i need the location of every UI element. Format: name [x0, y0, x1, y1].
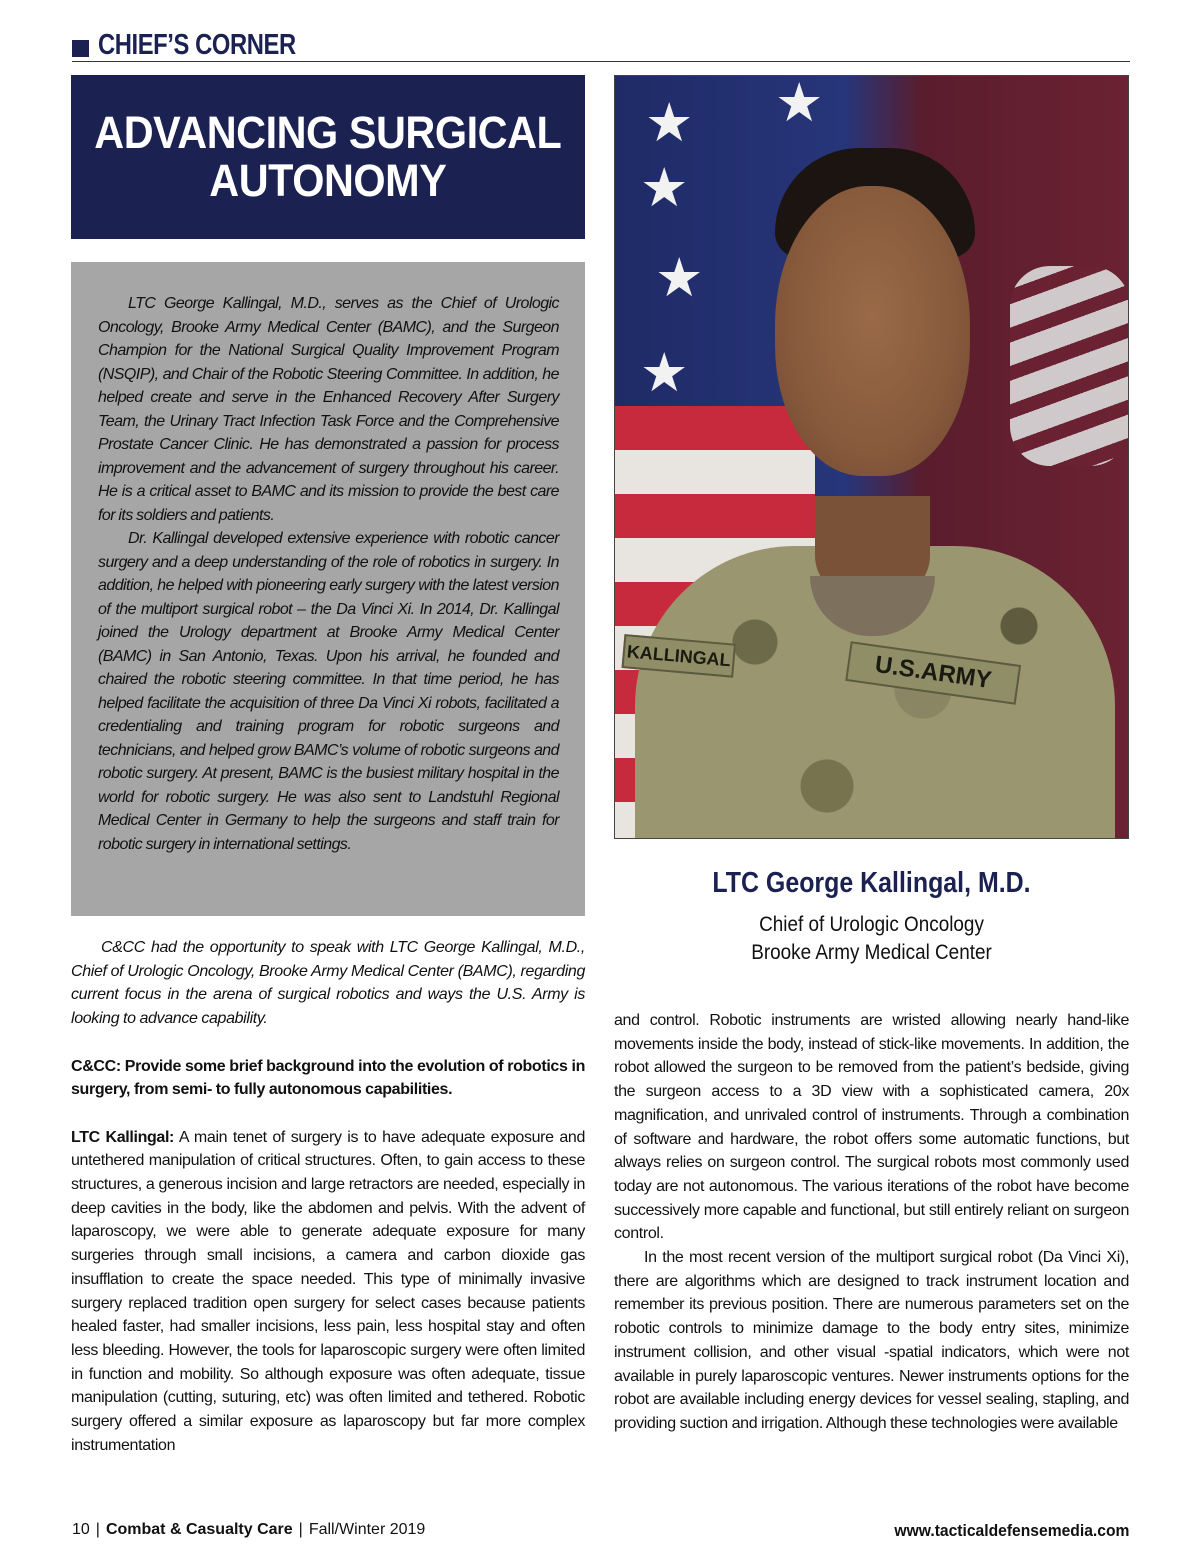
- face: [775, 186, 970, 476]
- magazine-name: Combat & Casualty Care: [105, 1521, 293, 1538]
- footer-separator: |: [298, 1521, 303, 1538]
- star-icon: ★: [640, 158, 689, 218]
- caption-organization: Brooke Army Medical Center: [751, 941, 992, 964]
- name-tape: KALLINGAL: [622, 634, 737, 678]
- left-column: [71, 936, 585, 1457]
- interview-intro: C&CC had the opportunity to speak with LTC George Kallingal, M.D., Chief of Urologic Oncology, Brooke Army Medical Center (BAMC), regarding current focus in the arena of surgical robotics and ways the U.S. Army is looking to advance capability.: [71, 939, 585, 1028]
- star-icon: ★: [775, 75, 824, 133]
- branch-tape: U.S.ARMY: [845, 641, 1021, 705]
- answer-text: A main tenet of surgery is to have adequate exposure and untethered manipulation of critical structures. Often, to gain access to these structures, a generous incision and large retractors are needed, especially in deep cavities in the body, like the abdomen and pelvis. With the advent of laparoscopy, we were able to generate adequate exposure for many surgeries through small incisions, a camera and carbon dioxide gas insufflation to create the space needed. This type of minimally invasive surgery replaced tradition open surgery for select cases because patients healed faster, had smaller incisions, less pain, less hospital stay and often less bleeding. However, the tools for laparoscopic surgery were often limited in function and mobility. So although exposure was often adequate, tissue manipulation (cutting, suturing, etc) was often limited and tethered. Robotic surgery offered a similar exposure as laparoscopy but far more complex instrumentation: [71, 1128, 585, 1454]
- footer-separator: |: [95, 1521, 100, 1538]
- bio-box: [71, 262, 585, 916]
- star-icon: ★: [655, 248, 704, 308]
- answer-continued: and control. Robotic instruments are wristed allowing nearly hand-like movements inside the body, instead of stick-like movements. In addition, the robot allowed the surgeon to be removed from the patient’s bedside, giving the surgeon access to a 3D view with a sophisticated camera, 20x magnification, and unrivaled control of instruments. Through a combination of software and hardware, the robot offers some automatic functions, but always relies on surgeon control. The surgical robots most commonly used today are not autonomous. The various iterations of the robot have become successively more capable and functional, but still entirely reliant on surgeon control.: [614, 1012, 1129, 1243]
- caption-title: Chief of Urologic Oncology: [759, 913, 984, 936]
- bio-paragraph: LTC George Kallingal, M.D., serves as the Chief of Urologic Oncology, Brooke Army Medical Center (BAMC), and the Surgeon Champion for the National Surgical Quality Improvement Program (NSQIP), and Chair of the Robotic Steering Committee. In addition, he helped create and serve in the Enhanced Recovery After Surgery Team, the Urinary Tract Infection Task Force and the Comprehensive Prostate Cancer Clinic. He has demonstrated a passion for process improvement and the advancement of surgery throughout his career. He is a critical asset to BAMC and its mission to provide the best care for its soldiers and patients.: [98, 295, 559, 524]
- star-icon: ★: [640, 343, 689, 403]
- answer-continued: In the most recent version of the multiport surgical robot (Da Vinci Xi), there are algorithms which are designed to track instrument location and remember its previous position. There are numerous parameters set on the robotic controls to minimize damage to the body entry sites, minimize instrument collision, and other visual -spatial indicators, which were not available in purely laparoscopic ventures. Newer instruments options for the robot are available including energy devices for vessel sealing, stapling, and providing suction and irrigation. Although these technologies were available: [614, 1249, 1129, 1432]
- article-title: ADVANCING SURGICAL AUTONOMY: [94, 107, 562, 206]
- portrait-photo: [614, 75, 1129, 839]
- section-label: CHIEF’S CORNER: [98, 29, 296, 61]
- section-marker: [72, 40, 89, 57]
- footer-publication: [72, 1521, 425, 1539]
- caption-name: LTC George Kallingal, M.D.: [712, 867, 1031, 899]
- star-icon: ★: [645, 93, 694, 153]
- caduceus-flag-emblem: [1010, 266, 1129, 466]
- speaker-label: LTC Kallingal:: [71, 1128, 175, 1146]
- article-title-box: [71, 75, 585, 239]
- issue-date: Fall/Winter 2019: [308, 1521, 426, 1538]
- bio-paragraph: Dr. Kallingal developed extensive experience with robotic cancer surgery and a deep understanding of the role of robotics in surgery. In addition, he helped with pioneering early surgery with the latest version of the multiport surgical robot – the Da Vinci Xi. In 2014, Dr. Kallingal joined the Urology department at Brooke Army Medical Center (BAMC) in San Antonio, Texas. Upon his arrival, he founded and chaired the robotic steering committee. In that time period, he has helped facilitate the acquisition of three Da Vinci Xi robots, facilitated a credentialing and training program for robotic surgeons and technicians, and helped grow BAMC’s volume of robotic surgeons and robotic surgery. At present, BAMC is the busiest military hospital in the world for robotic surgery. He was also sent to Landstuhl Regional Medical Center in Germany to help the surgeons and staff train for robotic surgery in international settings.: [98, 530, 559, 853]
- interview-question: C&CC: Provide some brief background into the evolution of robotics in surgery, from semi- to fully autonomous capabilities.: [71, 1057, 585, 1099]
- page-number: 10: [72, 1521, 90, 1538]
- footer-website[interactable]: www.tacticaldefensemedia.com: [894, 1521, 1129, 1540]
- interview-answer: [71, 1126, 585, 1458]
- section-header: [72, 28, 1130, 62]
- right-column: [614, 1009, 1129, 1436]
